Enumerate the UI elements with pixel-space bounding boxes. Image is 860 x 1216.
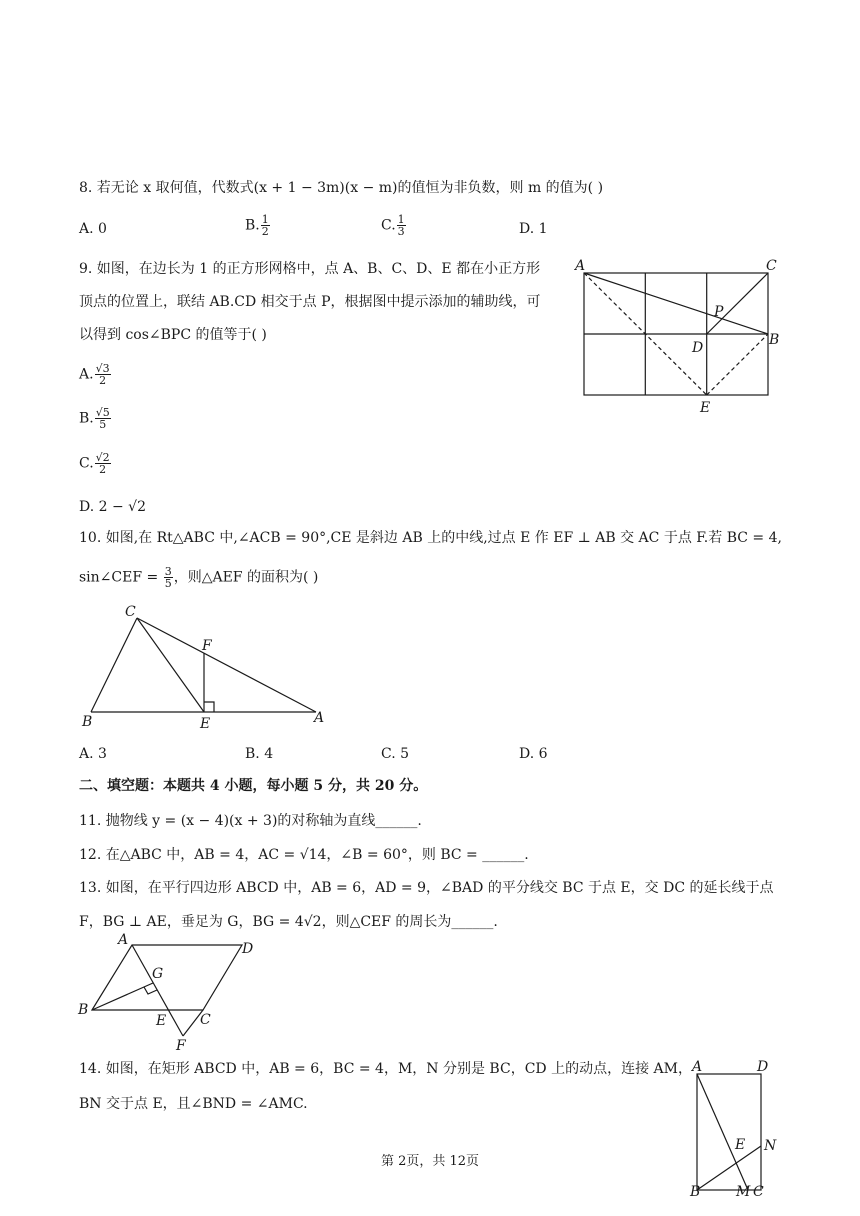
q10-line2-den: 5 bbox=[164, 577, 172, 590]
q9-label-a: A bbox=[575, 258, 586, 274]
q14-label-b: B bbox=[690, 1184, 701, 1200]
q10-line2-fraction bbox=[164, 566, 173, 589]
q13-label-e: E bbox=[156, 1013, 167, 1029]
q8-option-c-num: 1 bbox=[397, 213, 405, 226]
q10-side-ca bbox=[137, 618, 316, 712]
q8-option-c-fraction bbox=[397, 214, 406, 237]
q14-line1: 14. 如图，在矩形 ABCD 中，AB = 6，BC = 4，M，N 分别是 BC，CD 上的动点，连接 AM， bbox=[79, 1061, 692, 1077]
q9-line1: 9. 如图，在边长为 1 的正方形网格中，点 A、B、C、D、E 都在小正方形 bbox=[79, 261, 541, 277]
q9-option-c-num: √2 bbox=[95, 451, 110, 464]
q13-label-d: D bbox=[242, 941, 254, 957]
q9-line2: 顶点的位置上，联结 AB.CD 相交于点 P，根据图中提示添加的辅助线，可 bbox=[79, 294, 541, 310]
q8-option-c-den: 3 bbox=[397, 225, 405, 238]
q9-option-b-num: √5 bbox=[95, 406, 110, 419]
q13-line2: F，BG ⊥ AE，垂足为 G，BG = 4√2，则△CEF 的周长为______. bbox=[79, 914, 498, 930]
q13-label-a: A bbox=[118, 932, 129, 948]
q14-label-d: D bbox=[757, 1059, 769, 1075]
q10-option-d: D. 6 bbox=[519, 746, 548, 762]
q13-right-angle-mark bbox=[144, 987, 157, 994]
q13-parallelogram-figure bbox=[74, 934, 264, 1054]
q9-label-c: C bbox=[766, 258, 777, 274]
q13-label-b: B bbox=[78, 1002, 89, 1018]
q9-label-p: P bbox=[714, 304, 724, 320]
q13-perp-bg bbox=[92, 983, 153, 1010]
q14-label-c: C bbox=[753, 1184, 764, 1200]
q9-line3: 以得到 cos∠BPC 的值等于( ) bbox=[79, 327, 267, 343]
q8-option-b-prefix: B. bbox=[245, 217, 260, 234]
q10-side-bc bbox=[91, 618, 137, 712]
q12-text: 12. 在△ABC 中，AB = 4，AC = √14，∠B = 60°，则 BC = ______. bbox=[79, 847, 529, 863]
q13-label-f: F bbox=[176, 1038, 186, 1054]
q10-median-ce bbox=[137, 618, 204, 712]
q8-option-a: A. 0 bbox=[79, 221, 107, 237]
q8-option-b-num: 1 bbox=[261, 213, 269, 226]
q9-line-ab bbox=[584, 273, 768, 334]
q10-line2-num: 3 bbox=[164, 565, 172, 578]
q14-label-n: N bbox=[764, 1138, 777, 1154]
page-footer: 第 2页，共 12页 bbox=[380, 1154, 480, 1169]
q14-label-a: A bbox=[692, 1059, 703, 1075]
q10-line2-suffix: ，则△AEF 的面积为( ) bbox=[173, 569, 319, 586]
q13-line1: 13. 如图，在平行四边形 ABCD 中，AB = 6，AD = 9，∠BAD 的平分线交 BC 于点 E，交 DC 的延长线于点 bbox=[79, 880, 774, 896]
q10-label-a: A bbox=[314, 710, 325, 726]
q10-option-c: C. 5 bbox=[381, 746, 410, 762]
q9-label-b: B bbox=[769, 332, 780, 348]
q10-label-c: C bbox=[125, 604, 136, 620]
q10-triangle-figure bbox=[80, 604, 340, 734]
q10-line1: 10. 如图,在 Rt△ABC 中,∠ACB = 90°,CE 是斜边 AB 上的中线,过点 E 作 EF ⊥ AB 交 AC 于点 F.若 BC = 4, bbox=[79, 530, 782, 546]
q9-option-c-den: 2 bbox=[99, 463, 107, 476]
q10-line2-prefix: sin∠CEF = bbox=[79, 569, 159, 586]
q9-option-c bbox=[79, 452, 112, 475]
q8-option-b-fraction bbox=[261, 214, 270, 237]
q9-option-c-prefix: C. bbox=[79, 455, 94, 472]
q9-option-a-den: 2 bbox=[99, 374, 107, 387]
q10-label-f: F bbox=[202, 638, 212, 654]
q9-option-b-fraction bbox=[95, 407, 111, 430]
q9-aux-eb bbox=[707, 334, 768, 395]
q14-rectangle bbox=[697, 1074, 761, 1190]
section2-title: 二、填空题：本题共 4 小题，每小题 5 分，共 20 分。 bbox=[79, 778, 428, 794]
q9-label-e: E bbox=[700, 400, 711, 416]
q9-option-a-num: √3 bbox=[95, 362, 110, 375]
q9-option-c-fraction bbox=[95, 452, 111, 475]
q9-option-b-den: 5 bbox=[99, 418, 107, 431]
q9-option-a bbox=[79, 363, 112, 386]
q9-option-a-fraction bbox=[95, 363, 111, 386]
q10-option-a: A. 3 bbox=[79, 746, 107, 762]
q10-label-b: B bbox=[82, 714, 93, 730]
q8-stem: 8. 若无论 x 取何值，代数式(x + 1 − 3m)(x − m)的值恒为非负数，则 m 的值为( ) bbox=[79, 180, 604, 196]
q14-line2: BN 交于点 E，且∠BND = ∠AMC. bbox=[79, 1096, 308, 1112]
q8-option-b-den: 2 bbox=[261, 225, 269, 238]
q13-label-c: C bbox=[200, 1012, 211, 1028]
q14-label-m: M bbox=[736, 1184, 751, 1200]
q10-option-b: B. 4 bbox=[245, 746, 274, 762]
q14-rectangle-figure bbox=[686, 1058, 786, 1200]
q8-option-c-prefix: C. bbox=[381, 217, 396, 234]
q9-label-d: D bbox=[692, 340, 704, 356]
q9-option-d: D. 2 − √2 bbox=[79, 499, 146, 515]
q13-label-g: G bbox=[152, 966, 164, 982]
q9-grid-figure bbox=[570, 256, 790, 416]
q8-option-d: D. 1 bbox=[519, 221, 548, 237]
q9-option-a-prefix: A. bbox=[79, 366, 94, 383]
q9-option-b bbox=[79, 407, 112, 430]
q10-label-e: E bbox=[200, 716, 211, 732]
q10-right-angle-mark bbox=[204, 702, 214, 712]
q11-text: 11. 抛物线 y = (x − 4)(x + 3)的对称轴为直线______. bbox=[79, 813, 422, 829]
q8-option-c bbox=[381, 214, 407, 237]
q14-label-e: E bbox=[735, 1137, 746, 1153]
q9-option-b-prefix: B. bbox=[79, 410, 94, 427]
q8-option-b bbox=[245, 214, 271, 237]
q10-line2 bbox=[79, 566, 318, 589]
